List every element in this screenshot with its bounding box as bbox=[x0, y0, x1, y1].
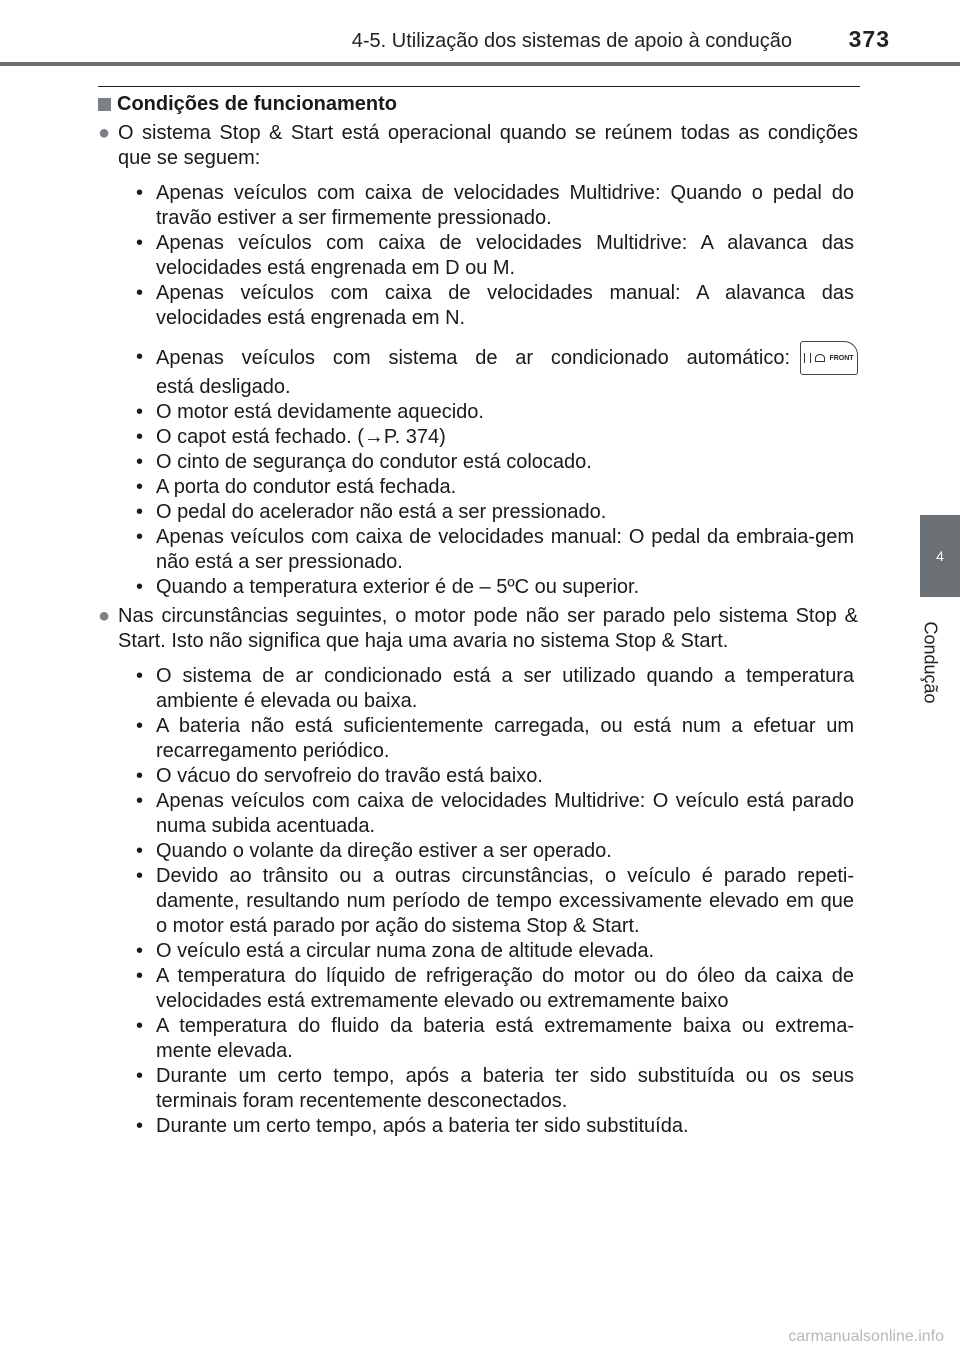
condition-item-1 bbox=[98, 121, 858, 171]
exception-bullet: • Quando o volante da direção estiver a ser operado. bbox=[98, 839, 858, 864]
fan-icon bbox=[815, 354, 825, 362]
exception-bullet: • Devido ao trânsito ou a outras circunstâncias, o veículo é parado repeti-damente, resultando num período de tempo excessivamente elevado em que o motor está parado por ação do sistema Stop & Start. bbox=[98, 864, 858, 939]
condition-bullet: • Apenas veículos com caixa de velocidades manual: O pedal da embraia-gem não está a ser pressionado. bbox=[98, 525, 858, 575]
condition-item-2-text: Nas circunstâncias seguintes, o motor pode não ser parado pelo sistema Stop & Start. Isto não significa que haja uma avaria no sistema Stop & Start. bbox=[118, 605, 858, 652]
exception-bullet: • Durante um certo tempo, após a bateria ter sido substituída. bbox=[98, 1114, 858, 1139]
condition-bullet: • Quando a temperatura exterior é de – 5ºC ou superior. bbox=[98, 575, 858, 600]
chapter-label-wrap bbox=[900, 602, 960, 722]
chapter-tab bbox=[920, 515, 960, 597]
header-thin-rule bbox=[98, 86, 860, 87]
exception-bullet: • O vácuo do servofreio do travão está baixo. bbox=[98, 764, 858, 789]
page-content bbox=[98, 92, 858, 1139]
exception-bullet: • O sistema de ar condicionado está a ser utilizado quando a temperatura ambiente é elevada ou baixa. bbox=[98, 664, 858, 714]
exception-bullet: • A temperatura do fluido da bateria está extremamente baixa ou extrema-mente elevada. bbox=[98, 1014, 858, 1064]
exceptions-list bbox=[98, 664, 858, 1139]
ac-condition: • Apenas veículos com sistema de ar condicionado automático: FRONT bbox=[98, 341, 858, 375]
condition-bullet: • Apenas veículos com caixa de velocidades manual: A alavanca das velocidades está engrenada em N. bbox=[98, 281, 858, 331]
ac-button-label: FRONT bbox=[829, 354, 854, 362]
condition-bullet: • O cinto de segurança do condutor está colocado. bbox=[98, 450, 858, 475]
chapter-number: 4 bbox=[936, 548, 944, 564]
page-number: 373 bbox=[848, 26, 890, 52]
exception-bullet: • Durante um certo tempo, após a bateria ter sido substituída ou os seus terminais foram recentemente desconectados. bbox=[98, 1064, 858, 1114]
square-bullet-icon bbox=[98, 98, 111, 111]
condition-bullet: • Apenas veículos com caixa de velocidades Multidrive: A alavanca das velocidades está engrenada em D ou M. bbox=[98, 231, 858, 281]
exception-bullet: • O veículo está a circular numa zona de altitude elevada. bbox=[98, 939, 858, 964]
condition-bullet: • Apenas veículos com caixa de velocidades Multidrive: Quando o pedal do travão estiver a ser firmemente pressionado. bbox=[98, 181, 858, 231]
condition-item-2 bbox=[98, 604, 858, 654]
ac-condition-end: está desligado. bbox=[156, 376, 291, 398]
condition-bullet: • A porta do condutor está fechada. bbox=[98, 475, 858, 500]
exception-bullet: • A temperatura do líquido de refrigeração do motor ou do óleo da caixa de velocidades está extremamente elevado ou extremamente baixo bbox=[98, 964, 858, 1014]
condition-item-1-text: O sistema Stop & Start está operacional quando se reúnem todas as condições que se seguem: bbox=[118, 122, 858, 169]
conditions-list-a bbox=[98, 181, 858, 331]
circle-bullet-icon: ● bbox=[98, 605, 111, 627]
section-heading bbox=[98, 92, 858, 117]
conditions-list-b bbox=[98, 400, 858, 600]
watermark: carmanualsonline.info bbox=[788, 1328, 944, 1345]
exception-bullet: • Apenas veículos com caixa de velocidades Multidrive: O veículo está parado numa subida acentuada. bbox=[98, 789, 858, 839]
circle-bullet-icon: ● bbox=[98, 122, 111, 144]
ac-condition-text: Apenas veículos com sistema de ar condicionado automático: bbox=[156, 346, 790, 369]
header-rule bbox=[0, 62, 960, 66]
condition-bullet: • O pedal do acelerador não está a ser pressionado. bbox=[98, 500, 858, 525]
chapter-label: Condução bbox=[920, 620, 941, 704]
exception-bullet: • A bateria não está suficientemente carregada, ou está num a efetuar um recarregamento periódico. bbox=[98, 714, 858, 764]
condition-bullet: • O motor está devidamente aquecido. bbox=[98, 400, 858, 425]
section-title: Condições de funcionamento bbox=[117, 93, 398, 115]
condition-bullet: • O capot está fechado. (→P. 374) bbox=[98, 425, 858, 450]
header-section-title: 4-5. Utilização dos sistemas de apoio à condução bbox=[351, 30, 792, 52]
ac-front-button-icon bbox=[800, 341, 858, 375]
defrost-lines-icon bbox=[804, 353, 811, 363]
